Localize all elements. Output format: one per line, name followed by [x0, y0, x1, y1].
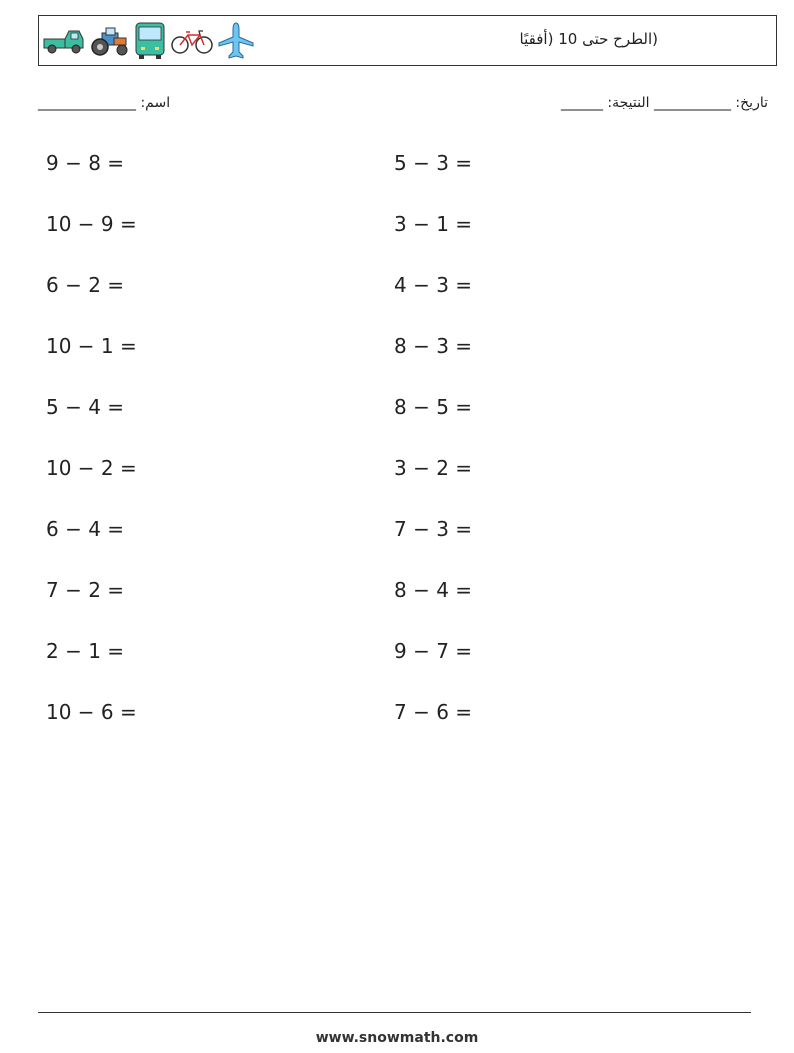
problem: 10 − 9 =	[46, 212, 137, 236]
problem: 10 − 2 =	[46, 456, 137, 480]
problem: 5 − 3 =	[394, 151, 473, 175]
problem-row	[46, 269, 746, 330]
tractor-icon	[88, 25, 130, 57]
problem: 9 − 7 =	[394, 639, 473, 663]
problem: 2 − 1 =	[46, 639, 125, 663]
problem: 7 − 6 =	[394, 700, 473, 724]
problem: 3 − 1 =	[394, 212, 473, 236]
problem: 8 − 3 =	[394, 334, 473, 358]
footer-url: www.snowmath.com	[315, 1030, 479, 1046]
problem-row	[46, 635, 746, 696]
worksheet-title: (الطرح حتى 10 (أفقيًا	[519, 30, 658, 48]
airplane-icon	[217, 21, 255, 61]
bus-icon	[133, 21, 167, 61]
problem: 8 − 4 =	[394, 578, 473, 602]
worksheet-header	[38, 15, 777, 66]
problem-row	[46, 330, 746, 391]
problem-row	[46, 391, 746, 452]
bicycle-icon	[170, 27, 214, 55]
problem: 6 − 4 =	[46, 517, 125, 541]
pickup-truck-icon	[43, 26, 85, 56]
problem: 5 − 4 =	[46, 395, 125, 419]
problem-row	[46, 452, 746, 513]
problem: 10 − 6 =	[46, 700, 137, 724]
problem: 4 − 3 =	[394, 273, 473, 297]
problem-row	[46, 574, 746, 635]
problem: 3 − 2 =	[394, 456, 473, 480]
problem-row	[46, 513, 746, 574]
problem: 7 − 2 =	[46, 578, 125, 602]
problem-grid	[46, 147, 746, 757]
problem-row	[46, 696, 746, 757]
problem-row	[46, 147, 746, 208]
problem: 10 − 1 =	[46, 334, 137, 358]
footer-divider	[38, 1012, 751, 1013]
problem: 8 − 5 =	[394, 395, 473, 419]
name-field: ______________ :اسم	[38, 95, 171, 111]
date-score-field: ______ :تاريخ: ___________ النتيجة	[560, 95, 768, 111]
vehicle-icons	[43, 21, 258, 61]
problem: 9 − 8 =	[46, 151, 125, 175]
problem: 6 − 2 =	[46, 273, 125, 297]
problem: 7 − 3 =	[394, 517, 473, 541]
problem-row	[46, 208, 746, 269]
